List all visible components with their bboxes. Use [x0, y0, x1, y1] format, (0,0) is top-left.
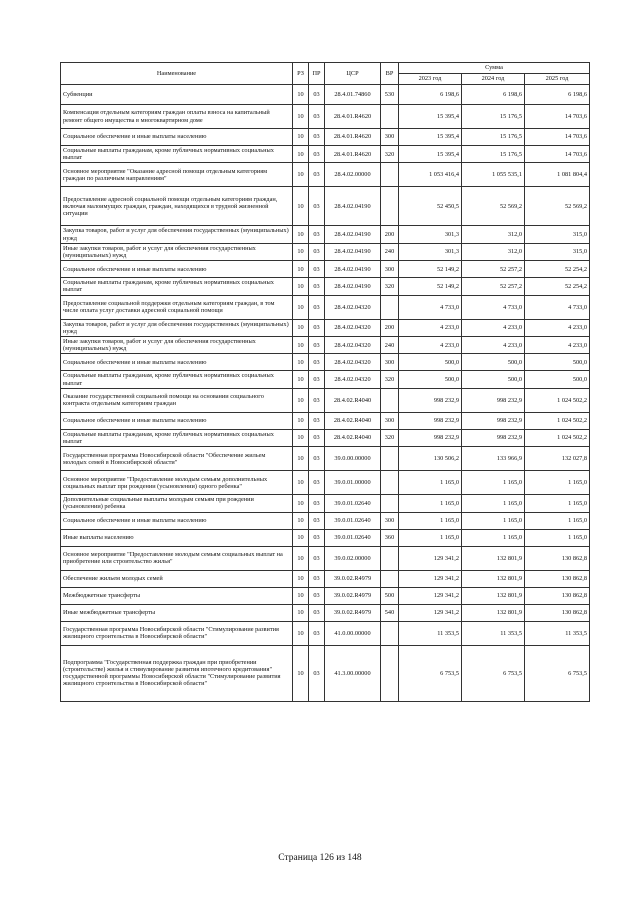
- cell-csr: 28.4.02.04320: [325, 295, 381, 319]
- cell-y2: 52 257,2: [462, 278, 525, 295]
- cell-y2: 132 801,9: [462, 604, 525, 621]
- cell-name: Социальные выплаты гражданам, кроме публичных нормативных социальных выплат: [61, 146, 293, 163]
- cell-csr: 28.4.02.04190: [325, 243, 381, 260]
- cell-name: Дополнительные социальные выплаты молодым семьям при рождении (усыновлении) ребенка: [61, 495, 293, 512]
- cell-y2: 6 198,6: [462, 85, 525, 105]
- cell-y2: 998 232,9: [462, 429, 525, 446]
- cell-pr: 03: [309, 529, 325, 546]
- table-row: [61, 621, 590, 645]
- cell-pr: 03: [309, 319, 325, 336]
- cell-csr: 28.4.02.04320: [325, 319, 381, 336]
- cell-y3: 1 165,0: [525, 471, 590, 495]
- cell-y1: 6 753,5: [399, 645, 462, 701]
- cell-name: Иные закупки товаров, работ и услуг для обеспечения государственных (муниципальных) нужд: [61, 243, 293, 260]
- cell-name: Основное мероприятие "Предоставление молодым семьям дополнительных социальных выплат при рождении (усыновлении) одного ребенка": [61, 471, 293, 495]
- header-vr: ВР: [381, 63, 399, 85]
- cell-rz: 10: [293, 429, 309, 446]
- cell-pr: 03: [309, 146, 325, 163]
- cell-y2: 133 966,9: [462, 447, 525, 471]
- cell-name: Закупка товаров, работ и услуг для обеспечения государственных (муниципальных) нужд: [61, 319, 293, 336]
- cell-y2: 1 165,0: [462, 495, 525, 512]
- cell-vr: 300: [381, 412, 399, 429]
- cell-y1: 4 233,0: [399, 337, 462, 354]
- cell-csr: 39.0.01.02640: [325, 529, 381, 546]
- cell-rz: 10: [293, 447, 309, 471]
- cell-y3: 6 753,5: [525, 645, 590, 701]
- cell-name: Иные выплаты населению: [61, 529, 293, 546]
- cell-pr: 03: [309, 388, 325, 412]
- cell-csr: 28.4.02.R4040: [325, 388, 381, 412]
- cell-rz: 10: [293, 604, 309, 621]
- table-row: [61, 261, 590, 278]
- cell-name: Социальное обеспечение и иные выплаты населению: [61, 412, 293, 429]
- table-row: [61, 546, 590, 570]
- cell-vr: 320: [381, 278, 399, 295]
- cell-y2: 4 233,0: [462, 337, 525, 354]
- cell-pr: 03: [309, 105, 325, 129]
- cell-pr: 03: [309, 512, 325, 529]
- cell-csr: 41.3.00.00000: [325, 645, 381, 701]
- cell-y3: 52 254,2: [525, 278, 590, 295]
- table-row: [61, 587, 590, 604]
- cell-y1: 998 232,9: [399, 388, 462, 412]
- cell-y1: 52 149,2: [399, 278, 462, 295]
- cell-y3: 500,0: [525, 371, 590, 388]
- cell-pr: 03: [309, 187, 325, 226]
- table-row: [61, 337, 590, 354]
- cell-y3: 1 165,0: [525, 495, 590, 512]
- cell-pr: 03: [309, 354, 325, 371]
- cell-name: Социальные выплаты гражданам, кроме публичных нормативных социальных выплат: [61, 429, 293, 446]
- cell-pr: 03: [309, 261, 325, 278]
- cell-y2: 1 055 535,1: [462, 163, 525, 187]
- cell-pr: 03: [309, 447, 325, 471]
- header-sum: Сумма: [399, 63, 590, 74]
- cell-vr: [381, 645, 399, 701]
- cell-name: Межбюджетные трансферты: [61, 587, 293, 604]
- cell-pr: 03: [309, 85, 325, 105]
- table-row: [61, 645, 590, 701]
- cell-rz: 10: [293, 412, 309, 429]
- table-row: [61, 512, 590, 529]
- cell-rz: 10: [293, 570, 309, 587]
- header-year-2025: 2025 год: [525, 74, 590, 85]
- cell-y3: 52 254,2: [525, 261, 590, 278]
- cell-y3: 14 703,6: [525, 129, 590, 146]
- cell-rz: 10: [293, 645, 309, 701]
- cell-name: Социальные выплаты гражданам, кроме публичных нормативных социальных выплат: [61, 278, 293, 295]
- table-row: [61, 354, 590, 371]
- cell-rz: 10: [293, 129, 309, 146]
- cell-y3: 4 733,0: [525, 295, 590, 319]
- cell-csr: 39.0.02.R4979: [325, 570, 381, 587]
- cell-y2: 6 753,5: [462, 645, 525, 701]
- cell-name: Иные закупки товаров, работ и услуг для обеспечения государственных (муниципальных) нужд: [61, 337, 293, 354]
- cell-y2: 11 353,5: [462, 621, 525, 645]
- cell-vr: 500: [381, 587, 399, 604]
- cell-pr: 03: [309, 226, 325, 243]
- cell-vr: [381, 570, 399, 587]
- cell-rz: 10: [293, 471, 309, 495]
- cell-rz: 10: [293, 295, 309, 319]
- cell-name: Оказание государственной социальной помощи на основании социального контракта отдельным категориям граждан: [61, 388, 293, 412]
- cell-vr: 300: [381, 354, 399, 371]
- budget-table: [60, 62, 590, 702]
- cell-rz: 10: [293, 261, 309, 278]
- cell-y3: 1 165,0: [525, 529, 590, 546]
- cell-pr: 03: [309, 471, 325, 495]
- cell-y1: 301,3: [399, 243, 462, 260]
- cell-y3: 1 024 502,2: [525, 429, 590, 446]
- cell-y2: 500,0: [462, 354, 525, 371]
- cell-y3: 315,0: [525, 226, 590, 243]
- cell-y2: 15 176,5: [462, 129, 525, 146]
- cell-name: Предоставление социальной поддержки отдельным категориям граждан, в том числе оплата услуг доставки адресной социальной помощи: [61, 295, 293, 319]
- table-row: [61, 388, 590, 412]
- cell-name: Государственная программа Новосибирской области "Стимулирование развития жилищного строительства в Новосибирской области": [61, 621, 293, 645]
- cell-rz: 10: [293, 371, 309, 388]
- cell-rz: 10: [293, 105, 309, 129]
- cell-csr: 28.4.02.00000: [325, 163, 381, 187]
- cell-y1: 4 733,0: [399, 295, 462, 319]
- cell-csr: 28.4.02.04320: [325, 371, 381, 388]
- cell-pr: 03: [309, 278, 325, 295]
- cell-y1: 52 149,2: [399, 261, 462, 278]
- header-year-2023: 2023 год: [399, 74, 462, 85]
- cell-pr: 03: [309, 604, 325, 621]
- cell-vr: [381, 495, 399, 512]
- cell-y1: 129 341,2: [399, 546, 462, 570]
- cell-rz: 10: [293, 354, 309, 371]
- cell-vr: 360: [381, 529, 399, 546]
- cell-pr: 03: [309, 570, 325, 587]
- cell-pr: 03: [309, 371, 325, 388]
- cell-csr: 41.0.00.00000: [325, 621, 381, 645]
- cell-vr: 240: [381, 337, 399, 354]
- cell-name: Подпрограмма "Государственная поддержка граждан при приобретении (строительстве) жилья и стимулирование развития ипотечного кредитования" государственной программы Новосибирской области "Стимулирование развития жилищного строительства в Новосибирской области": [61, 645, 293, 701]
- cell-vr: [381, 621, 399, 645]
- cell-y1: 129 341,2: [399, 570, 462, 587]
- cell-vr: [381, 471, 399, 495]
- cell-y1: 500,0: [399, 354, 462, 371]
- cell-vr: 320: [381, 429, 399, 446]
- cell-y1: 52 450,5: [399, 187, 462, 226]
- cell-y3: 52 569,2: [525, 187, 590, 226]
- cell-vr: [381, 105, 399, 129]
- cell-y3: 315,0: [525, 243, 590, 260]
- cell-y3: 4 233,0: [525, 319, 590, 336]
- cell-y2: 312,0: [462, 243, 525, 260]
- cell-y3: 130 862,8: [525, 570, 590, 587]
- cell-y3: 11 353,5: [525, 621, 590, 645]
- cell-name: Социальное обеспечение и иные выплаты населению: [61, 129, 293, 146]
- cell-name: Обеспечение жильем молодых семей: [61, 570, 293, 587]
- cell-vr: 300: [381, 129, 399, 146]
- cell-y1: 500,0: [399, 371, 462, 388]
- cell-y3: 500,0: [525, 354, 590, 371]
- cell-y1: 15 395,4: [399, 146, 462, 163]
- cell-csr: 28.4.02.04190: [325, 261, 381, 278]
- table-row: [61, 529, 590, 546]
- cell-y2: 1 165,0: [462, 512, 525, 529]
- cell-pr: 03: [309, 295, 325, 319]
- cell-csr: 28.4.01.74860: [325, 85, 381, 105]
- cell-rz: 10: [293, 621, 309, 645]
- cell-rz: 10: [293, 587, 309, 604]
- header-csr: ЦСР: [325, 63, 381, 85]
- cell-y1: 301,3: [399, 226, 462, 243]
- page-footer: Страница 126 из 148: [278, 853, 362, 863]
- table-row: [61, 570, 590, 587]
- cell-y1: 15 395,4: [399, 129, 462, 146]
- cell-rz: 10: [293, 243, 309, 260]
- cell-y2: 1 165,0: [462, 529, 525, 546]
- cell-rz: 10: [293, 529, 309, 546]
- table-row: [61, 243, 590, 260]
- cell-pr: 03: [309, 546, 325, 570]
- table-row: [61, 163, 590, 187]
- cell-name: Основное мероприятие "Предоставление молодым семьям социальных выплат на приобретение или строительство жилья": [61, 546, 293, 570]
- cell-name: Социальное обеспечение и иные выплаты населению: [61, 261, 293, 278]
- cell-csr: 39.0.00.00000: [325, 447, 381, 471]
- cell-csr: 39.0.02.R4979: [325, 587, 381, 604]
- cell-y1: 11 353,5: [399, 621, 462, 645]
- cell-y3: 14 703,6: [525, 146, 590, 163]
- cell-y3: 14 703,6: [525, 105, 590, 129]
- cell-vr: [381, 447, 399, 471]
- cell-y2: 132 801,9: [462, 570, 525, 587]
- cell-y2: 312,0: [462, 226, 525, 243]
- cell-y3: 132 027,8: [525, 447, 590, 471]
- cell-csr: 28.4.02.04190: [325, 278, 381, 295]
- cell-y3: 1 081 804,4: [525, 163, 590, 187]
- cell-csr: 28.4.02.R4040: [325, 412, 381, 429]
- table-body: [61, 85, 590, 702]
- table-row: [61, 495, 590, 512]
- cell-y1: 1 165,0: [399, 471, 462, 495]
- cell-csr: 28.4.01.R4620: [325, 146, 381, 163]
- table-row: [61, 371, 590, 388]
- cell-vr: [381, 295, 399, 319]
- cell-vr: 200: [381, 319, 399, 336]
- cell-y2: 500,0: [462, 371, 525, 388]
- cell-y2: 4 733,0: [462, 295, 525, 319]
- cell-csr: 28.4.02.04190: [325, 226, 381, 243]
- table-row: [61, 85, 590, 105]
- cell-rz: 10: [293, 337, 309, 354]
- cell-y2: 52 569,2: [462, 187, 525, 226]
- cell-pr: 03: [309, 129, 325, 146]
- cell-y3: 6 198,6: [525, 85, 590, 105]
- cell-vr: 320: [381, 146, 399, 163]
- cell-csr: 28.4.02.04190: [325, 187, 381, 226]
- cell-y1: 4 233,0: [399, 319, 462, 336]
- cell-y3: 130 862,8: [525, 546, 590, 570]
- cell-name: Государственная программа Новосибирской области "Обеспечение жильем молодых семей в Новосибирской области": [61, 447, 293, 471]
- cell-name: Социальное обеспечение и иные выплаты населению: [61, 354, 293, 371]
- cell-csr: 39.0.02.R4979: [325, 604, 381, 621]
- cell-rz: 10: [293, 495, 309, 512]
- cell-y2: 52 257,2: [462, 261, 525, 278]
- cell-name: Социальные выплаты гражданам, кроме публичных нормативных социальных выплат: [61, 371, 293, 388]
- cell-vr: [381, 546, 399, 570]
- header-rz: РЗ: [293, 63, 309, 85]
- cell-y1: 6 198,6: [399, 85, 462, 105]
- cell-csr: 28.4.02.R4040: [325, 429, 381, 446]
- cell-vr: 320: [381, 371, 399, 388]
- cell-csr: 28.4.01.R4620: [325, 129, 381, 146]
- cell-y1: 129 341,2: [399, 587, 462, 604]
- cell-y1: 1 165,0: [399, 529, 462, 546]
- cell-rz: 10: [293, 146, 309, 163]
- cell-name: Компенсация отдельным категориям граждан оплаты взноса на капитальный ремонт общего имущества в многоквартирном доме: [61, 105, 293, 129]
- cell-y2: 15 176,5: [462, 146, 525, 163]
- cell-csr: 28.4.02.04320: [325, 337, 381, 354]
- cell-rz: 10: [293, 226, 309, 243]
- table-row: [61, 146, 590, 163]
- cell-rz: 10: [293, 163, 309, 187]
- cell-csr: 39.0.02.00000: [325, 546, 381, 570]
- cell-rz: 10: [293, 85, 309, 105]
- cell-y2: 132 801,9: [462, 587, 525, 604]
- header-pr: ПР: [309, 63, 325, 85]
- cell-csr: 28.4.02.04320: [325, 354, 381, 371]
- table-row: [61, 129, 590, 146]
- cell-y2: 4 233,0: [462, 319, 525, 336]
- table-row: [61, 412, 590, 429]
- table-row: [61, 105, 590, 129]
- cell-pr: 03: [309, 243, 325, 260]
- cell-y1: 1 053 416,4: [399, 163, 462, 187]
- header-year-2024: 2024 год: [462, 74, 525, 85]
- header-name: Наименование: [61, 63, 293, 85]
- cell-name: Социальное обеспечение и иные выплаты населению: [61, 512, 293, 529]
- table-row: [61, 604, 590, 621]
- cell-csr: 39.0.01.00000: [325, 471, 381, 495]
- cell-rz: 10: [293, 512, 309, 529]
- table-row: [61, 429, 590, 446]
- cell-pr: 03: [309, 587, 325, 604]
- table-row: [61, 447, 590, 471]
- cell-csr: 28.4.01.R4620: [325, 105, 381, 129]
- cell-rz: 10: [293, 319, 309, 336]
- cell-vr: 540: [381, 604, 399, 621]
- cell-pr: 03: [309, 645, 325, 701]
- cell-y3: 4 233,0: [525, 337, 590, 354]
- cell-y1: 15 395,4: [399, 105, 462, 129]
- cell-rz: 10: [293, 388, 309, 412]
- cell-vr: 300: [381, 512, 399, 529]
- cell-pr: 03: [309, 621, 325, 645]
- cell-vr: [381, 163, 399, 187]
- cell-rz: 10: [293, 546, 309, 570]
- cell-pr: 03: [309, 163, 325, 187]
- cell-y3: 1 024 502,2: [525, 412, 590, 429]
- cell-pr: 03: [309, 412, 325, 429]
- table-row: [61, 226, 590, 243]
- cell-pr: 03: [309, 337, 325, 354]
- cell-csr: 39.0.01.02640: [325, 495, 381, 512]
- cell-y3: 1 024 502,2: [525, 388, 590, 412]
- cell-name: Субвенции: [61, 85, 293, 105]
- cell-y2: 998 232,9: [462, 388, 525, 412]
- table-row: [61, 187, 590, 226]
- table-row: [61, 319, 590, 336]
- cell-vr: [381, 187, 399, 226]
- cell-y1: 998 232,9: [399, 429, 462, 446]
- cell-vr: 530: [381, 85, 399, 105]
- cell-vr: 200: [381, 226, 399, 243]
- cell-vr: 300: [381, 261, 399, 278]
- cell-pr: 03: [309, 429, 325, 446]
- cell-name: Основное мероприятие "Оказание адресной помощи отдельным категориям граждан по различным направлениям": [61, 163, 293, 187]
- cell-vr: 240: [381, 243, 399, 260]
- cell-y1: 1 165,0: [399, 512, 462, 529]
- cell-name: Закупка товаров, работ и услуг для обеспечения государственных (муниципальных) нужд: [61, 226, 293, 243]
- cell-y3: 130 862,8: [525, 587, 590, 604]
- cell-y1: 998 232,9: [399, 412, 462, 429]
- cell-pr: 03: [309, 495, 325, 512]
- cell-y2: 998 232,9: [462, 412, 525, 429]
- cell-vr: [381, 388, 399, 412]
- table-row: [61, 278, 590, 295]
- cell-rz: 10: [293, 278, 309, 295]
- cell-y2: 132 801,9: [462, 546, 525, 570]
- cell-rz: 10: [293, 187, 309, 226]
- cell-y1: 130 506,2: [399, 447, 462, 471]
- cell-y3: 130 862,8: [525, 604, 590, 621]
- cell-y2: 15 176,5: [462, 105, 525, 129]
- cell-y1: 129 341,2: [399, 604, 462, 621]
- cell-y2: 1 165,0: [462, 471, 525, 495]
- table-row: [61, 295, 590, 319]
- cell-name: Иные межбюджетные трансферты: [61, 604, 293, 621]
- cell-y3: 1 165,0: [525, 512, 590, 529]
- cell-y1: 1 165,0: [399, 495, 462, 512]
- cell-name: Предоставление адресной социальной помощи отдельным категориям граждан, включая малоимущих граждан, граждан, находящихся в трудной жизненной ситуации: [61, 187, 293, 226]
- cell-csr: 39.0.01.02640: [325, 512, 381, 529]
- table-row: [61, 471, 590, 495]
